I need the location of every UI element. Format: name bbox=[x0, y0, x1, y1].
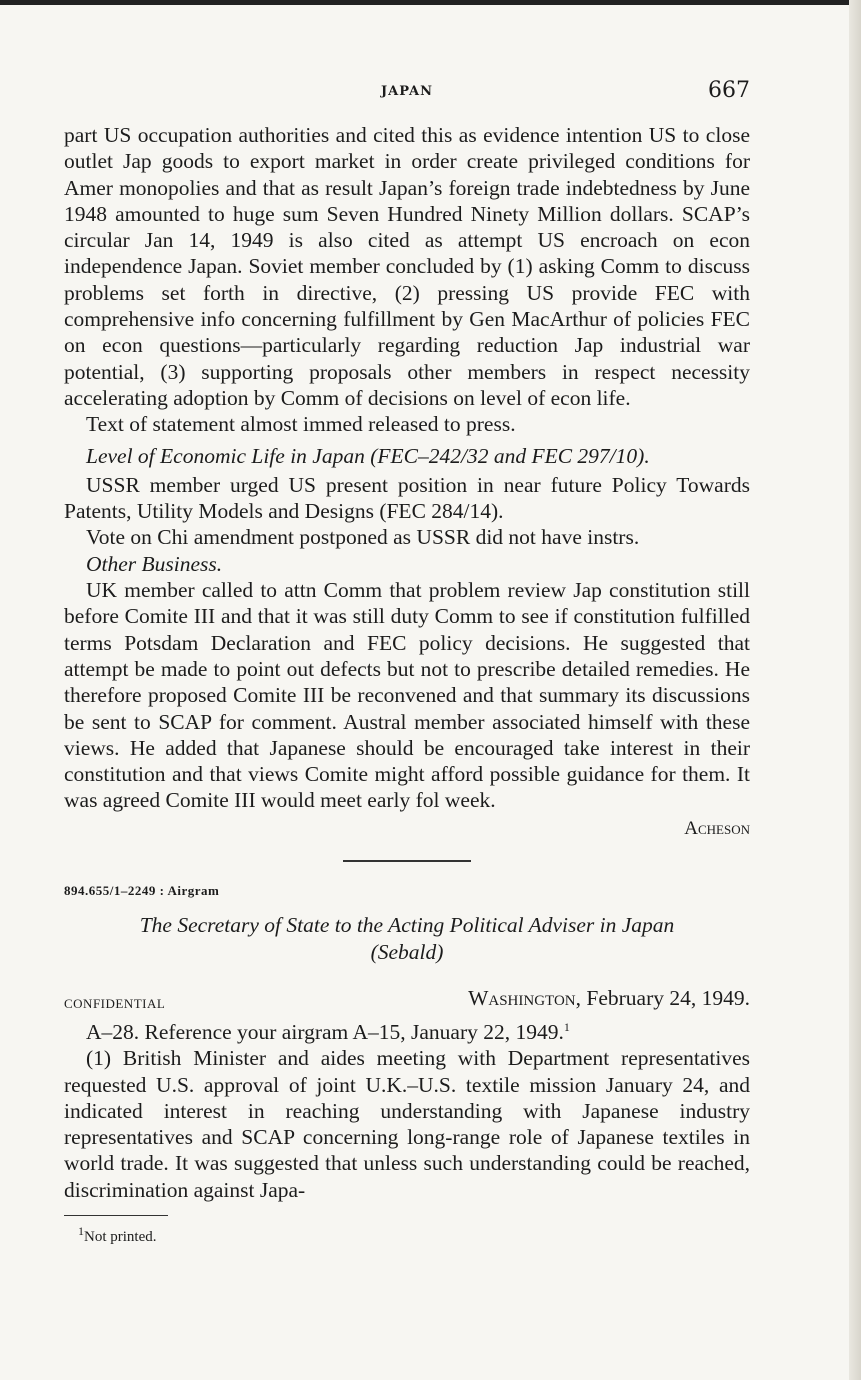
paragraph-press-release: Text of statement almost immed released to press. bbox=[86, 412, 516, 437]
place-and-date bbox=[468, 985, 750, 1011]
section-heading-other-business: Other Business. bbox=[86, 551, 223, 576]
top-border bbox=[0, 0, 861, 5]
paragraph-patents: USSR member urged US present position in near future Policy Towards Patents, Utility Models and Designs (FEC 284/14). bbox=[64, 472, 750, 524]
section-heading-economic-life: Level of Economic Life in Japan (FEC–242/32 and FEC 297/10). bbox=[86, 443, 650, 468]
classification-label: CONFIDENTIAL bbox=[64, 995, 166, 1011]
page-text bbox=[64, 122, 750, 1250]
footnote-number: 1 bbox=[78, 1223, 84, 1238]
document-title bbox=[64, 912, 750, 965]
running-header bbox=[64, 78, 750, 108]
paragraph-continuation: part US occupation authorities and cited this as evidence intention US to close outlet Jap goods to export market in order create privileged conditions for Amer monopolies and that as result Japan’s foreign trade indebtedness by June 1948 amounted to huge sum Seven Hundred Ninety Million dollars. SCAP’s circular Jan 14, 1949 is also cited as attempt US encroach on econ independence Japan. Soviet member concluded by (1) asking Comm to discuss problems set forth in directive, (2) pressing US provide FEC with comprehensive info concerning fulfillment by Gen MacArthur of policies FEC on econ questions—particularly regarding reduction Jap industrial war potential, (3) supporting proposals other members in respect necessity accelerating adoption by Comm of decisions on level of econ life. bbox=[64, 123, 750, 410]
footnote-rule bbox=[64, 1215, 168, 1216]
file-reference: 894.655/1–2249 : Airgram bbox=[64, 883, 220, 899]
dateline bbox=[64, 985, 750, 1015]
document-separator bbox=[343, 860, 471, 862]
date: , February 24, 1949. bbox=[575, 985, 750, 1010]
paragraph-uk-member: UK member called to attn Comm that problem review Jap constitution still before Comite III and that it was still duty Comm to see if constitution fulfilled terms Potsdam Declaration and FEC policy decisions. He suggested that attempt be made to point out defects but not to prescribe detailed remedies. He therefore proposed Comite III be reconvened and that summary its discussions be sent to SCAP for comment. Austral member associated himself with these views. He added that Japanese should be encouraged take interest in their constitution and that views Comite might afford possible guidance for them. It was agreed Comite III would meet early fol week. bbox=[64, 578, 750, 813]
page-number: 667 bbox=[708, 78, 750, 103]
signature: Acheson bbox=[684, 817, 750, 839]
footnote-marker: 1 bbox=[563, 1019, 570, 1034]
reference-text: A–28. Reference your airgram A–15, January 22, 1949. bbox=[86, 1019, 564, 1044]
running-title: JAPAN bbox=[380, 84, 434, 99]
place: Washington bbox=[468, 985, 576, 1010]
document-title-line2: (Sebald) bbox=[370, 939, 444, 964]
footnote bbox=[64, 1224, 750, 1250]
paragraph-vote: Vote on Chi amendment postponed as USSR did not have instrs. bbox=[86, 525, 640, 550]
paragraph-reference bbox=[64, 1019, 750, 1045]
page-edge bbox=[849, 0, 861, 1380]
paragraph-british-minister: (1) British Minister and aides meeting with Department representatives requested U.S. approval of joint U.K.–U.S. textile mission January 24, and indicated interest in reaching understanding with Japanese industry representatives and SCAP concerning long-range role of Japanese textiles in world trade. It was suggested that unless such understanding could be reached, discrimination against Japa- bbox=[64, 1046, 750, 1202]
footnote-text: Not printed. bbox=[84, 1228, 157, 1245]
document-title-line1: The Secretary of State to the Acting Political Adviser in Japan bbox=[139, 913, 675, 938]
